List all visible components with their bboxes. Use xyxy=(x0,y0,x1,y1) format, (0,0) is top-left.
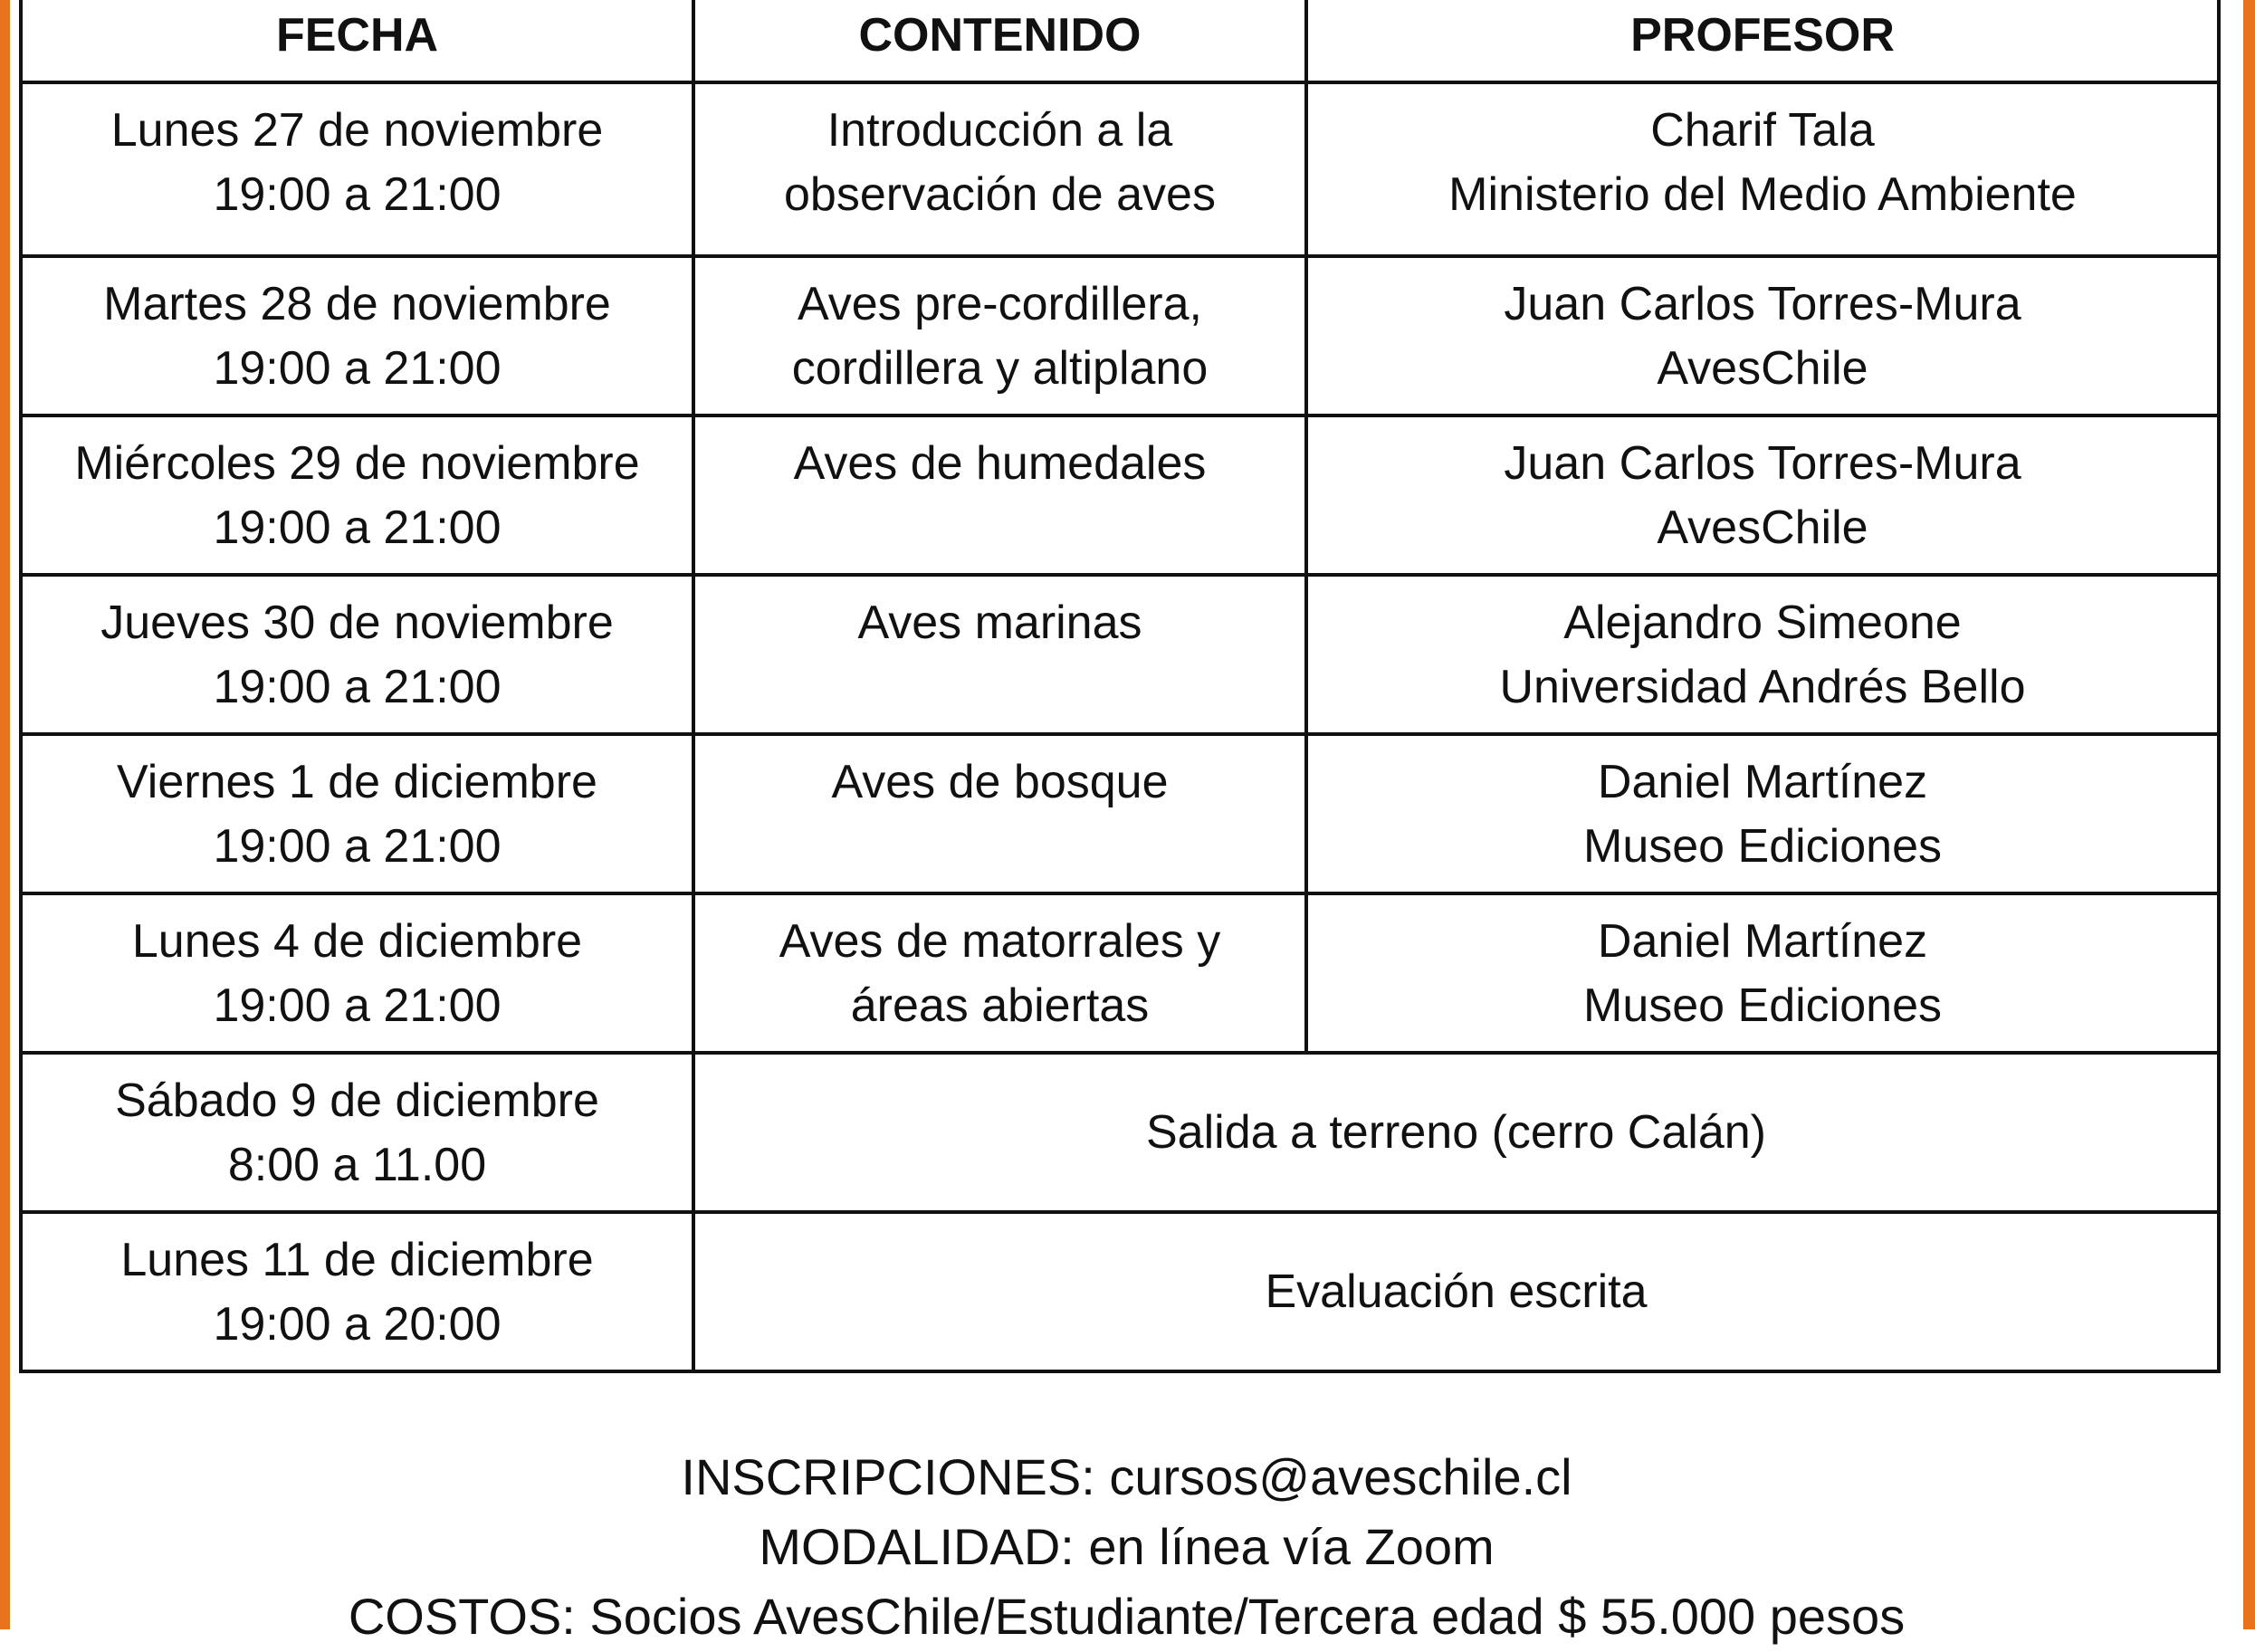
fecha-text: Lunes 11 de diciembre xyxy=(120,1234,594,1286)
header-profesor: PROFESOR xyxy=(1306,0,2219,82)
fecha-cell xyxy=(21,734,693,893)
profesor-text: Daniel Martínez xyxy=(1597,915,1928,968)
hora-text: 19:00 a 21:00 xyxy=(213,661,502,713)
modalidad-line: MODALIDAD: en línea vía Zoom xyxy=(759,1518,1495,1575)
contenido-cell xyxy=(693,734,1306,893)
profesor-text: Charif Tala xyxy=(1650,104,1875,157)
fecha-text: Jueves 30 de noviembre xyxy=(100,597,614,649)
fecha-cell xyxy=(21,256,693,415)
header-row xyxy=(21,0,2219,82)
contenido-cell xyxy=(693,256,1306,415)
schedule-table xyxy=(19,0,2221,1373)
fecha-text: Sábado 9 de diciembre xyxy=(115,1074,599,1127)
fecha-cell xyxy=(21,1053,693,1212)
profesor-text: Juan Carlos Torres-Mura xyxy=(1504,278,2021,330)
contenido-text: Aves de humedales xyxy=(793,437,1207,490)
hora-text: 19:00 a 21:00 xyxy=(213,168,502,221)
institucion-text: Ministerio del Medio Ambiente xyxy=(1448,168,2077,221)
hora-text: 8:00 a 11.00 xyxy=(227,1139,487,1191)
profesor-cell xyxy=(1306,734,2219,893)
contenido-text: Introducción a la xyxy=(827,104,1173,157)
contenido-cell xyxy=(693,415,1306,575)
hora-text: 19:00 a 21:00 xyxy=(213,820,502,873)
contenido-text: Aves marinas xyxy=(857,597,1142,649)
contenido-cell xyxy=(693,82,1306,256)
institucion-text: AvesChile xyxy=(1657,342,1868,395)
fecha-text: Viernes 1 de diciembre xyxy=(117,756,597,808)
fecha-text: Martes 28 de noviembre xyxy=(103,278,611,330)
contenido-cell xyxy=(693,575,1306,734)
institucion-text: Museo Ediciones xyxy=(1583,820,1942,873)
orange-border-right xyxy=(2243,0,2255,1629)
profesor-text: Daniel Martínez xyxy=(1597,756,1928,808)
table-row xyxy=(21,1212,2219,1371)
fecha-cell xyxy=(21,82,693,256)
fecha-cell xyxy=(21,415,693,575)
contenido-text: cordillera y altiplano xyxy=(791,342,1209,395)
merged-contenido-cell xyxy=(693,1212,2219,1371)
profesor-text: Juan Carlos Torres-Mura xyxy=(1504,437,2021,490)
hora-text: 19:00 a 21:00 xyxy=(213,342,502,395)
contenido-text: Aves de matorrales y xyxy=(779,915,1221,968)
contenido-text: observación de aves xyxy=(784,168,1216,221)
table-row xyxy=(21,734,2219,893)
fecha-cell xyxy=(21,893,693,1053)
header-fecha: FECHA xyxy=(21,0,693,82)
hora-text: 19:00 a 21:00 xyxy=(213,501,502,554)
institucion-text: Universidad Andrés Bello xyxy=(1499,661,2026,713)
orange-border-left xyxy=(0,0,10,1629)
fecha-cell xyxy=(21,1212,693,1371)
profesor-text: Alejandro Simeone xyxy=(1563,597,1962,649)
contenido-text: Evaluación escrita xyxy=(1265,1265,1648,1318)
profesor-cell xyxy=(1306,893,2219,1053)
table-row xyxy=(21,893,2219,1053)
institucion-text: AvesChile xyxy=(1657,501,1868,554)
table-row xyxy=(21,1053,2219,1212)
fecha-text: Lunes 27 de noviembre xyxy=(110,104,604,157)
table-row xyxy=(21,415,2219,575)
profesor-cell xyxy=(1306,415,2219,575)
hora-text: 19:00 a 21:00 xyxy=(213,979,502,1032)
contenido-text: áreas abiertas xyxy=(850,979,1150,1032)
contenido-cell xyxy=(693,893,1306,1053)
contenido-text: Aves pre-cordillera, xyxy=(797,278,1202,330)
header-contenido: CONTENIDO xyxy=(693,0,1306,82)
table-row xyxy=(21,82,2219,256)
fecha-text: Lunes 4 de diciembre xyxy=(131,915,583,968)
fecha-cell xyxy=(21,575,693,734)
profesor-cell xyxy=(1306,256,2219,415)
contenido-text: Aves de bosque xyxy=(831,756,1169,808)
profesor-cell xyxy=(1306,82,2219,256)
table-row xyxy=(21,575,2219,734)
costos-line: COSTOS: Socios AvesChile/Estudiante/Tercera edad $ 55.000 pesos xyxy=(348,1588,1906,1645)
institucion-text: Museo Ediciones xyxy=(1583,979,1942,1032)
profesor-cell xyxy=(1306,575,2219,734)
hora-text: 19:00 a 20:00 xyxy=(213,1298,502,1351)
contenido-text: Salida a terreno (cerro Calán) xyxy=(1146,1105,1766,1159)
fecha-text: Miércoles 29 de noviembre xyxy=(74,437,640,490)
table-row xyxy=(21,256,2219,415)
inscripciones-line: INSCRIPCIONES: cursos@aveschile.cl xyxy=(681,1448,1572,1505)
merged-contenido-cell xyxy=(693,1053,2219,1212)
